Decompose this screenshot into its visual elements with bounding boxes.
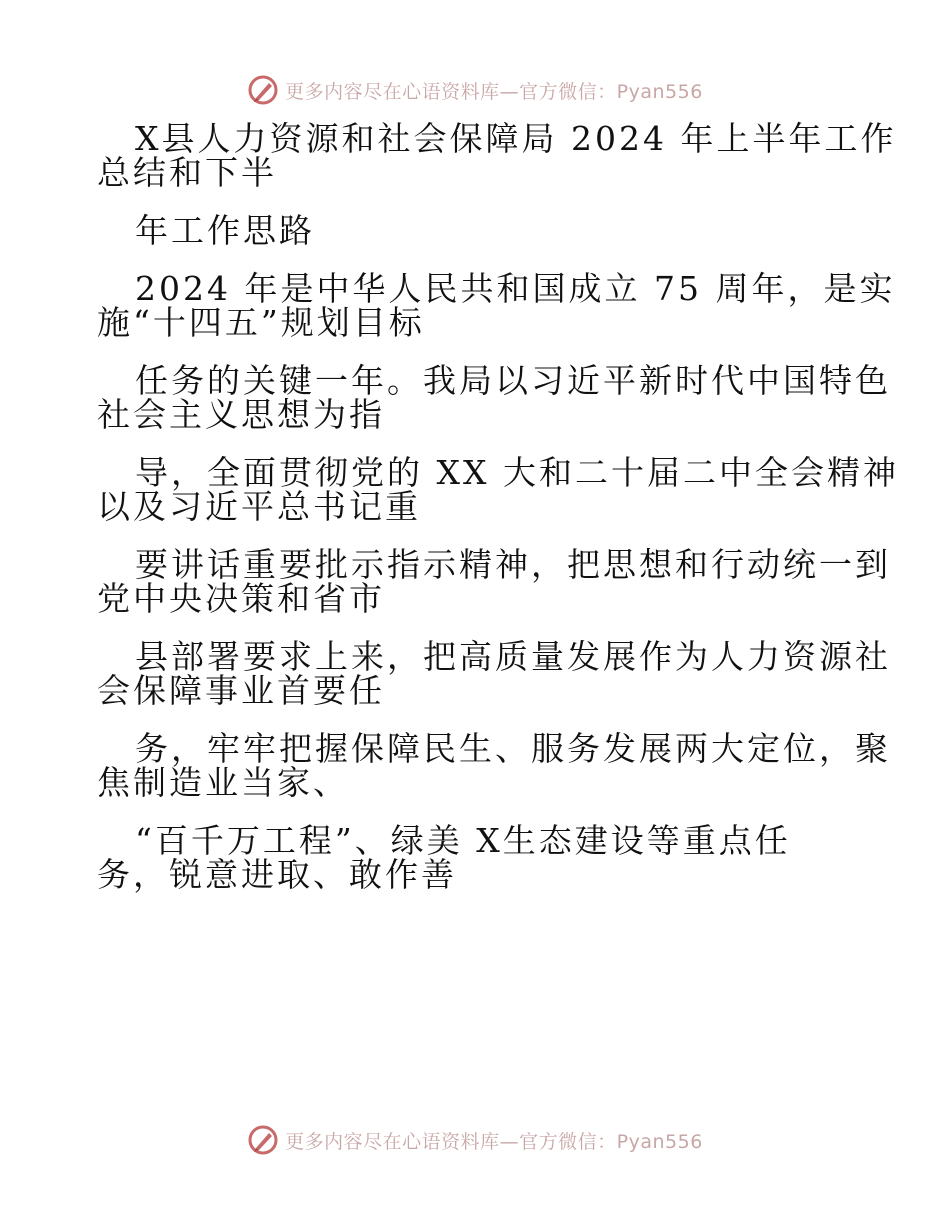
watermark-header xyxy=(0,70,950,110)
paragraph-line: 要讲话重要批示指示精神，把思想和行动统一到 xyxy=(135,545,891,584)
paragraph-line: 务，锐意进取、敢作善 xyxy=(97,855,457,894)
pen-logo-icon xyxy=(247,1124,279,1156)
paragraph-line: 焦制造业当家、 xyxy=(97,763,349,802)
watermark-text: 更多内容尽在心语资料库—官方微信：Pyan556 xyxy=(285,80,703,103)
document-body xyxy=(97,119,899,894)
title-line-1: X县人力资源和社会保障局 2024 年上半年工作 xyxy=(135,119,897,158)
paragraph-line: 2024 年是中华人民共和国成立 75 周年，是实 xyxy=(135,269,896,308)
pen-logo-icon xyxy=(247,74,279,106)
watermark-footer xyxy=(0,1120,950,1160)
paragraph-line: “百千万工程”、绿美 X生态建设等重点任 xyxy=(135,821,791,860)
paragraph-line: 施“十四五”规划目标 xyxy=(97,303,425,342)
paragraph-line: 任务的关键一年。我局以习近平新时代中国特色 xyxy=(135,361,891,400)
paragraph-line: 以及习近平总书记重 xyxy=(97,487,421,526)
paragraph-line: 务，牢牢把握保障民生、服务发展两大定位，聚 xyxy=(135,729,891,768)
paragraph-line: 导，全面贯彻党的 XX 大和二十届二中全会精神 xyxy=(135,453,899,492)
watermark-text: 更多内容尽在心语资料库—官方微信：Pyan556 xyxy=(285,1130,703,1153)
paragraph-line: 社会主义思想为指 xyxy=(97,395,385,434)
paragraph-line: 会保障事业首要任 xyxy=(97,671,385,710)
title-line-2: 总结和下半 xyxy=(97,153,277,192)
paragraph-line: 党中央决策和省市 xyxy=(97,579,385,618)
paragraph-line: 县部署要求上来，把高质量发展作为人力资源社 xyxy=(135,637,891,676)
title-line-3: 年工作思路 xyxy=(135,211,315,250)
